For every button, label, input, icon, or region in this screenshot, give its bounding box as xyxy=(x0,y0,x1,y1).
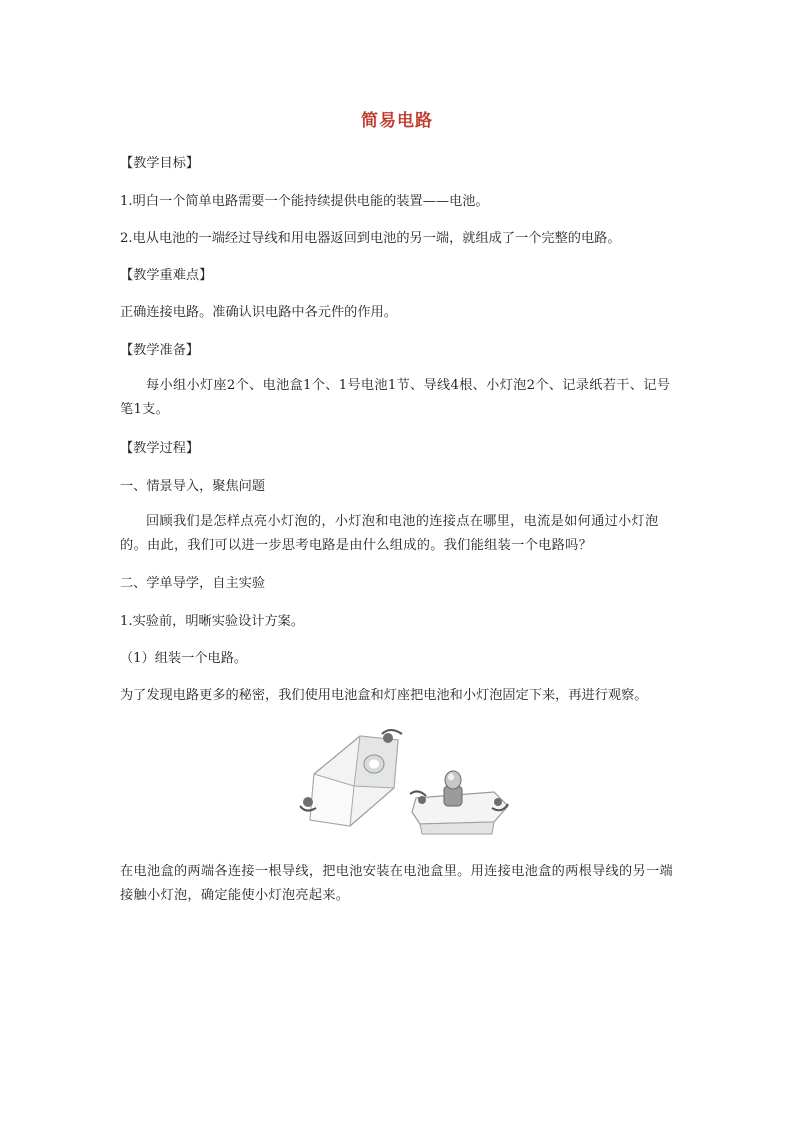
battery-box-illustration xyxy=(300,730,402,826)
key-text: 正确连接电路。准确认识电路中各元件的作用。 xyxy=(120,305,397,320)
battery-box-and-bulb-holder-image xyxy=(294,722,524,840)
goal-item-1: 1.明白一个简单电路需要一个能持续提供电能的装置——电池。 xyxy=(120,194,489,209)
page-title: 简易电路 xyxy=(361,111,433,131)
step1-description: 为了发现电路更多的秘密，我们使用电池盒和灯座把电池和小灯泡固定下来，再进行观察。 xyxy=(120,688,648,703)
prep-heading: 【教学准备】 xyxy=(120,343,200,358)
step1-subheading: （1）组装一个电路。 xyxy=(120,651,248,666)
goal-item-2: 2.电从电池的一端经过导线和用电器返回到电池的另一端，就组成了一个完整的电路。 xyxy=(120,231,621,246)
prep-text: 每小组小灯座2个、电池盒1个、1号电池1节、导线4根、小灯泡2个、记录纸若干、记号笔1支。 xyxy=(120,378,671,417)
after-figure-text: 在电池盒的两端各连接一根导线，把电池安装在电池盒里。用连接电池盒的两根导线的另一端接触小灯泡，确定能使小灯泡亮起来。 xyxy=(120,864,673,903)
part1-heading: 一、情景导入，聚焦问题 xyxy=(120,479,266,494)
key-heading: 【教学重难点】 xyxy=(120,268,213,283)
bulb-holder-illustration xyxy=(410,771,508,834)
goal-heading: 【教学目标】 xyxy=(120,156,200,171)
part1-text: 回顾我们是怎样点亮小灯泡的，小灯泡和电池的连接点在哪里，电流是如何通过小灯泡的。由此，我们可以进一步思考电路是由什么组成的。我们能组装一个电路吗？ xyxy=(120,514,659,553)
part2-heading: 二、学单导学，自主实验 xyxy=(120,576,266,591)
step1-text: 1.实验前，明晰实验设计方案。 xyxy=(120,614,305,629)
process-heading: 【教学过程】 xyxy=(120,441,200,456)
